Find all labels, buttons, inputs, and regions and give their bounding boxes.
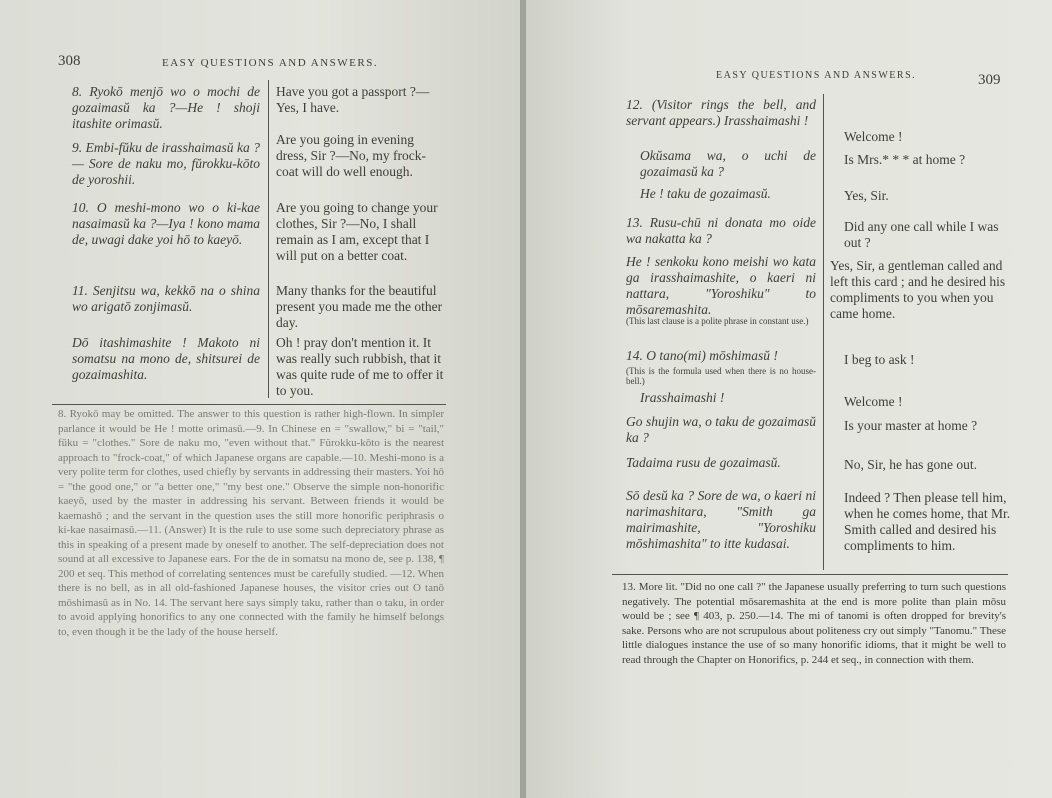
dialogue-english: I beg to ask ! [844,352,915,367]
dialogue-japanese: Irasshaimashi ! [640,390,725,405]
dialogue-english: No, Sir, he has gone out. [844,457,977,472]
running-head-left: EASY QUESTIONS AND ANSWERS. [162,57,379,69]
right-page [526,0,1052,798]
dialogue-japanese: 8. Ryokō menjō wo o mochi de gozaimasŭ ka ?—He ! shoji itashite orimasŭ. [72,84,260,131]
column-divider-right [823,94,824,570]
dialogue-english: Did any one call while I was out ? [844,219,999,250]
footnotes-left: 8. Ryokō may be omitted. The answer to this question is rather high-flown. In simpler parlance it would be He ! motte orimasŭ.—9. In Chinese en = "swallow," bi = "tail," fŭku = "clothes." Sore de naku mo, "even without that." Fŭrokku-kōto is the nearest approach to "frock-coat," of which Japanese organs are capable.—10. Meshi-mono is a very polite term for clothes, used chiefly by servants in addressing their masters. Yoi hō = "the good one," or "a better one," "my best one." Observe the simple non-honorific kaeyō, used by the master in addressing his servant. Between friends it would be kaemashō ; and the servant in the question uses the still more honorific periphrasis o ki-kae nasaimasŭ.—11. (Answer) It is the rule to use some such depreciatory phrase as this in speaking of a present made by oneself to another. The self-depreciation does not sound at all excessive to Japanese ears. For the de in somatsu na mono de, see p. 138, ¶ 200 et seq. This method of correlating sentences must be carefully studied. —12. When there is no bell, as in all old-fashioned Japanese houses, the visitor cries out O tanō mōshimasŭ as in No. 14. The servant here says simply taku, rather than o taku, in order to avoid applying honorifics to any one connected with the family he himself belongs to, even though it be the lady of the house herself. [58,408,444,638]
dialogue-remark: (This last clause is a polite phrase in constant use.) [626,316,809,326]
dialogue-japanese: Dō itashimashite ! Makoto ni somatsu na mono de, shitsurei de gozaimashita. [72,335,260,382]
footnotes-right: 13. More lit. "Did no one call ?" the Japanese usually preferring to turn such questions negatively. The potential mōsaremashita at the end is more polite than plain mōsu would be ; see ¶ 403, p. 250.—14. The mi of tanomi is often dropped for brevity's sake. Persons who are not scrupulous about politeness cry out simply "Tanomu." These little dialogues instance the use of so many honorific idioms, that it might be well to read through the Chapter on Honorifics, p. 244 et seq., in connection with them. [622,581,1006,666]
dialogue-english: Is Mrs.* * * at home ? [844,152,966,167]
dialogue-english: Indeed ? Then please tell him, when he comes home, that Mr. Smith called and desired his compliments to him. [844,490,1011,553]
dialogue-english: Welcome ! [844,129,903,144]
dialogue-japanese: Go shujin wa, o taku de gozaimasŭ ka ? [626,414,816,445]
dialogue-english: Yes, Sir. [844,188,889,203]
running-head-right: EASY QUESTIONS AND ANSWERS. [716,70,917,81]
dialogue-japanese: 13. Rusu-chū ni donata mo oide wa nakatta ka ? [626,215,816,246]
notes-rule-right [612,574,1008,575]
dialogue-english: Many thanks for the beautiful present you made me the other day. [276,283,443,330]
dialogue-japanese: Tadaima rusu de gozaimasŭ. [626,455,781,470]
dialogue-japanese: 14. O tano(mi) mōshimasŭ ! [626,348,778,363]
dialogue-japanese: 10. O meshi-mono wo o ki-kae nasaimasŭ ka ?—Iya ! kono mama de, uwagi dake yoi hō to kaeyō. [72,200,260,247]
left-page [0,0,522,798]
dialogue-japanese: 12. (Visitor rings the bell, and servant appears.) Irasshaimashi ! [626,97,816,128]
dialogue-english: Are you going to change your clothes, Sir ?—No, I shall remain as I am, except that I will put on a better coat. [276,200,438,263]
dialogue-remark: (This is the formula used when there is no house-bell.) [626,366,816,386]
dialogue-japanese: He ! senkoku kono meishi wo kata ga irasshaimashite, o kaeri ni nattara, "Yoroshiku" to mōsaremashita. [626,254,816,317]
page-number-right: 309 [978,72,1001,88]
dialogue-english: Have you got a passport ?—Yes, I have. [276,84,430,115]
dialogue-japanese: Okŭsama wa, o uchi de gozaimasŭ ka ? [640,148,816,179]
dialogue-japanese: Sō desŭ ka ? Sore de wa, o kaeri ni narimashitara, "Smith ga mairimashite, "Yoroshiku mōshimashita" to itte kudasai. [626,488,816,551]
dialogue-english: Yes, Sir, a gentleman called and left this card ; and he desired his compliments to you when you came home. [830,258,1006,321]
dialogue-english: Oh ! pray don't mention it. It was really such rubbish, that it was quite rude of me to offer it to you. [276,335,444,398]
dialogue-japanese: 9. Embi-fŭku de irasshaimasŭ ka ? — Sore de naku mo, fŭrokku-kōto de yoroshii. [72,140,260,187]
dialogue-english: Is your master at home ? [844,418,978,433]
notes-rule-left [52,404,446,405]
dialogue-english: Welcome ! [844,394,903,409]
dialogue-english: Are you going in evening dress, Sir ?—No, my frock-coat will do well enough. [276,132,426,179]
dialogue-japanese: 11. Senjitsu wa, kekkō na o shina wo arigatō zonjimasŭ. [72,283,260,314]
column-divider-left [268,80,269,398]
dialogue-japanese: He ! taku de gozaimasŭ. [640,186,771,201]
page-number-left: 308 [58,53,81,69]
